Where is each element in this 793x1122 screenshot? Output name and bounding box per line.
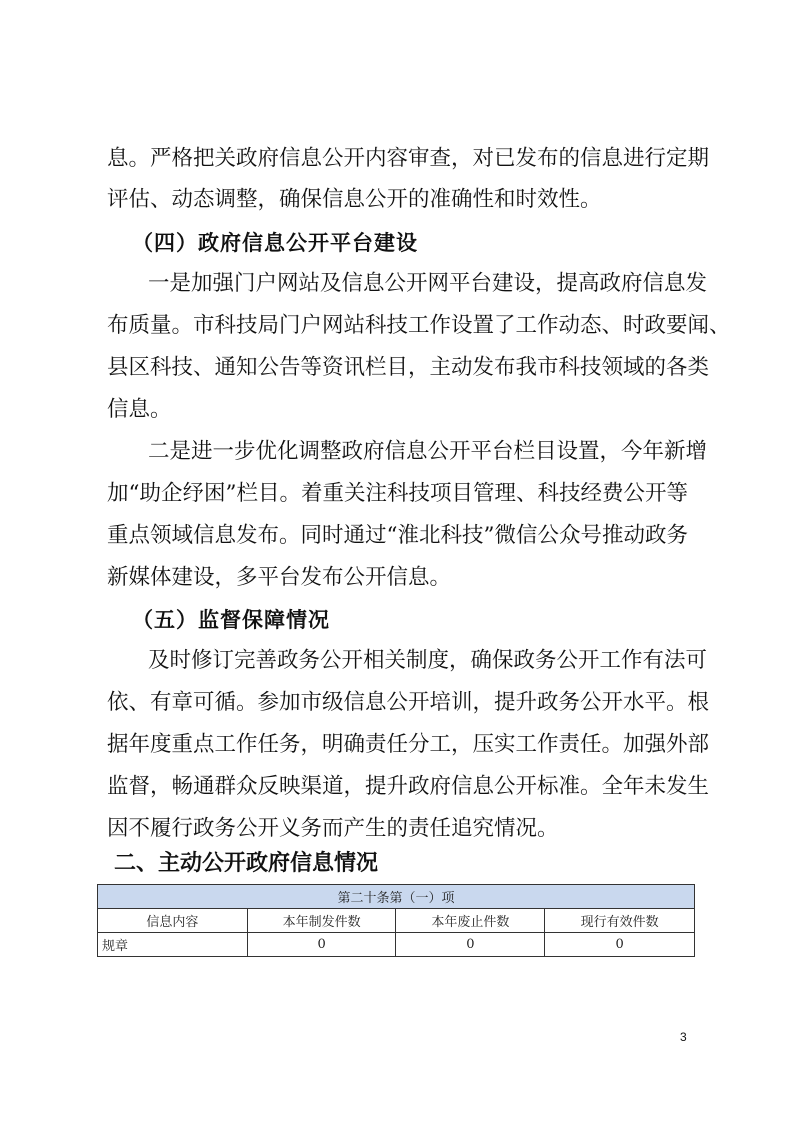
paragraph-line: 因不履行政务公开义务而产生的责任追究情况。 (107, 816, 559, 841)
paragraph-line: 县区科技、通知公告等资讯栏目，主动发布我市科技领域的各类 (107, 355, 710, 380)
table-cell: 规章 (98, 933, 248, 957)
paragraph-line: 加“助企纾困”栏目。着重关注科技项目管理、科技经费公开等 (107, 481, 688, 506)
subsection-heading: （五）监督保障情况 (132, 608, 330, 632)
table-header-cell: 信息内容 (98, 909, 248, 933)
paragraph-line: 重点领域信息发布。同时通过“淮北科技”微信公众号推动政务 (107, 523, 688, 548)
paragraph-line: 评估、动态调整，确保信息公开的准确性和时效性。 (107, 187, 602, 212)
paragraph-line: 一是加强门户网站及信息公开网平台建设，提高政府信息发 (148, 271, 708, 296)
paragraph-line: 及时修订完善政务公开相关制度，确保政务公开工作有法可 (148, 648, 708, 673)
subsection-heading: （四）政府信息公开平台建设 (132, 231, 418, 255)
table-header-cell: 本年制发件数 (247, 909, 396, 933)
table-cell: 0 (396, 933, 545, 957)
table-band-row (98, 885, 695, 909)
paragraph-line: 新媒体建设，多平台发布公开信息。 (107, 565, 452, 590)
info-table (97, 884, 695, 957)
paragraph-line: 布质量。市科技局门户网站科技工作设置了工作动态、时政要闻、 (107, 313, 731, 338)
table-header-cell: 现行有效件数 (545, 909, 695, 933)
paragraph-line: 依、有章可循。参加市级信息公开培训，提升政务公开水平。根 (107, 690, 710, 715)
section-title: 二、主动公开政府信息情况 (114, 851, 379, 876)
table-header-row (98, 909, 695, 933)
paragraph-line: 监督，畅通群众反映渠道，提升政府信息公开标准。全年未发生 (107, 774, 710, 799)
paragraph-line: 信息。 (107, 397, 172, 422)
paragraph-line: 据年度重点工作任务，明确责任分工，压实工作责任。加强外部 (107, 732, 710, 757)
page-number: 3 (680, 1030, 687, 1044)
paragraph-line: 二是进一步优化调整政府信息公开平台栏目设置，今年新增 (148, 439, 708, 464)
table-cell: 0 (247, 933, 396, 957)
table-header-cell: 本年废止件数 (396, 909, 545, 933)
table-cell: 0 (545, 933, 695, 957)
table-band-label: 第二十条第（一）项 (98, 885, 695, 909)
paragraph-line: 息。严格把关政府信息公开内容审查，对已发布的信息进行定期 (107, 146, 710, 171)
table-row (98, 933, 695, 957)
